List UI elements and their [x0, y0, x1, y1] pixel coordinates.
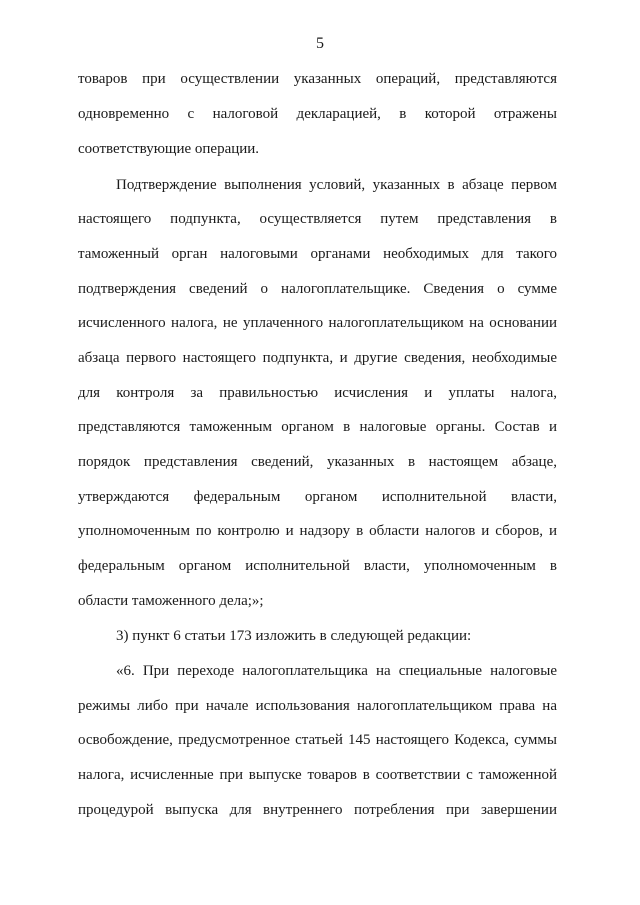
text-line: одновременно с налоговой декларацией, в которой отражены — [78, 106, 557, 122]
text-line: соответствующие операции. — [78, 141, 260, 157]
text-line: абзаца первого настоящего подпункта, и другие сведения, необходимые — [78, 350, 557, 366]
text-line: режимы либо при начале использования налогоплательщиком права на — [78, 698, 557, 714]
text-line: федеральным органом исполнительной власти, уполномоченным в — [78, 558, 557, 574]
text-line: области таможенного дела;»; — [78, 593, 264, 609]
text-line: процедурой выпуска для внутреннего потребления при завершении — [78, 802, 557, 818]
text-line: исчисленного налога, не уплаченного налогоплательщиком на основании — [78, 315, 557, 331]
text-line: товаров при осуществлении указанных операций, представляются — [78, 71, 557, 87]
text-line: освобождение, предусмотренное статьей 145 настоящего Кодекса, суммы — [78, 732, 557, 748]
text-line: представляются таможенным органом в налоговые органы. Состав и — [78, 419, 557, 435]
text-line: порядок представления сведений, указанных в настоящем абзаце, — [78, 454, 557, 470]
text-line: таможенный орган налоговыми органами необходимых для такого — [78, 246, 557, 262]
text-line: подтверждения сведений о налогоплательщике. Сведения о сумме — [78, 281, 557, 297]
text-line: настоящего подпункта, осуществляется путем представления в — [78, 211, 557, 227]
text-line: утверждаются федеральным органом исполнительной власти, — [78, 489, 557, 505]
text-line: налога, исчисленные при выпуске товаров в соответствии с таможенной — [78, 767, 557, 783]
text-line: для контроля за правильностью исчисления и уплаты налога, — [78, 385, 557, 401]
text-line: Подтверждение выполнения условий, указанных в абзаце первом — [116, 177, 557, 193]
text-line: 3) пункт 6 статьи 173 изложить в следующей редакции: — [116, 628, 472, 644]
page-number: 5 — [316, 35, 324, 52]
text-line: «6. При переходе налогоплательщика на специальные налоговые — [116, 663, 557, 679]
text-line: уполномоченным по контролю и надзору в области налогов и сборов, и — [78, 523, 557, 539]
